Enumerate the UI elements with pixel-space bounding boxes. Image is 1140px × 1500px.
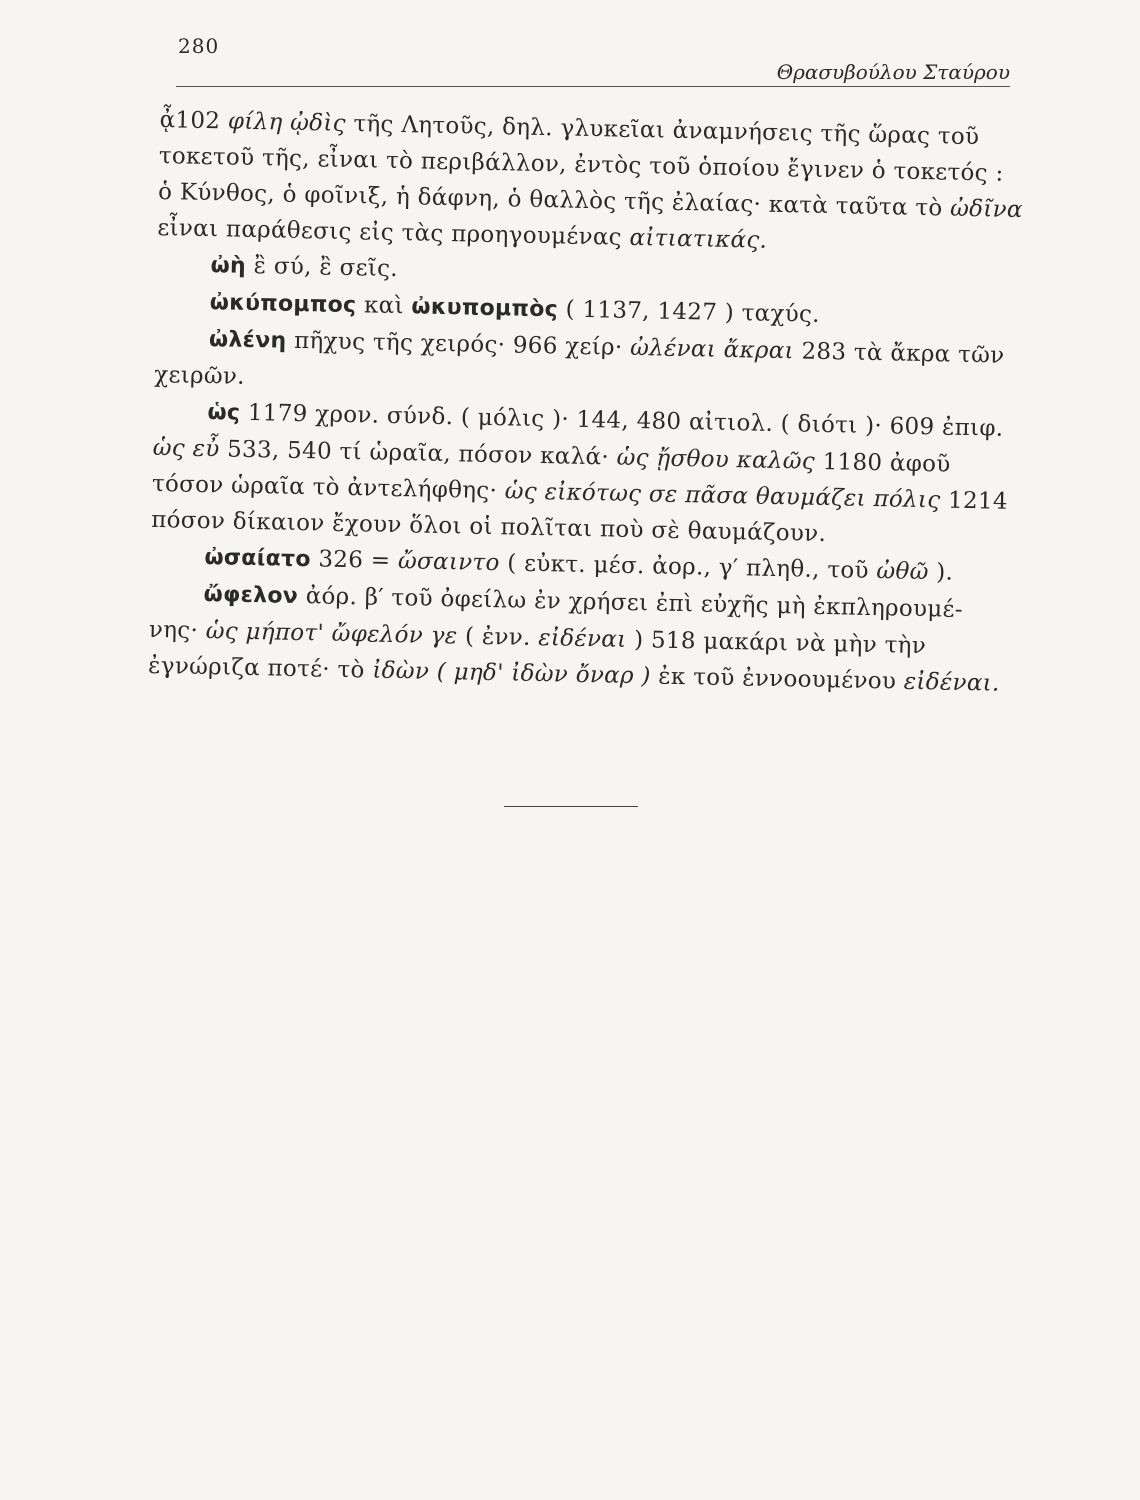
entry-text: ( 1137, 1427 ) ταχύς. [565,296,821,328]
entry-text: χειρῶν. [154,361,246,390]
entry-phrase: ὡς εἰκότως σε πᾶσα θαυμάζει πόλις [504,478,941,514]
lemma: ὠκύπομπος [209,290,357,319]
entry-text: 326 = [318,546,391,574]
end-rule [504,806,638,807]
entry-text: ) 518 μακάρι νὰ μὴν τὴν [633,627,927,660]
lemma: ὠκυπομπὸς [411,294,559,323]
entry-phrase: ὠδῖνα [949,195,1024,224]
entry-text: ἒ σύ, ἒ σεῖς. [253,252,399,283]
entry-text: ( ἐνν. [464,623,531,651]
line-number: ᾆ102 [159,106,221,135]
entry-phrase: ὡς ᾔσθου καλῶς [616,444,816,475]
entry-phrase: ὤσαιντο [397,548,500,577]
lemma: ὠσαίατο [204,545,312,573]
entry-phrase: ὠλέναι ἄκραι [629,334,795,365]
entry-phrase: ὠθῶ [876,558,929,586]
page-number: 280 [178,34,220,58]
header-rule [176,86,1010,87]
entry-text: τῆς Λητοῦς, δηλ. γλυκεῖαι ἀναμνήσεις τῆς ὥρας τοῦ [353,111,980,151]
entry-text: ἐκ τοῦ ἐννοουμένου [658,663,897,695]
entry-text: 1180 ἀφοῦ [822,448,951,478]
lemma: ὡς [207,400,241,426]
entry-text: νης· [148,616,199,644]
entry-phrase: ὡς εὖ [152,434,220,463]
entry-text: 533, 540 τί ὡραῖα, πόσον καλά· [226,436,610,471]
entry-text: 1179 χρον. σύνδ. ( μόλις )· 144, 480 αἰτιολ. ( διότι )· 609 ἐπιφ. [247,399,1004,442]
entry-text: ). [936,559,954,586]
entry-text: πῆχυς τῆς χειρός· 966 χείρ· [293,327,623,361]
entry-text: καὶ [363,292,405,320]
entry-phrase: ὡς μήποτ' ὤφελόν γε [205,618,458,650]
lemma: ὠλένη [208,327,287,354]
lemma: ὠὴ [210,253,247,279]
entry-phrase: αἰτιατικάς. [629,224,768,254]
lemma: ὤφελον [203,582,299,609]
entry-text: πόσον δίκαιον ἔχουν ὅλοι οἱ πολῖται ποὺ σὲ θαυμάζουν. [150,506,827,548]
entry-phrase: εἰδέναι [538,625,627,653]
running-head: Θρασυβούλου Σταύρου [776,60,1010,84]
entry-text: 283 τὰ ἄκρα τῶν [801,338,1005,369]
entry-text: ( εὐκτ. μέσ. ἀορ., γ′ πληθ., τοῦ [506,550,870,584]
entry-text: τοκετοῦ τῆς, εἶναι τὸ περιβάλλον, ἐντὸς τοῦ ὁποίου ἔγινεν ὁ τοκετός : [158,142,1004,187]
entry-phrase: εἰδέναι. [903,668,1000,697]
entry-text: ἐγνώριζα ποτέ· τὸ [147,652,365,684]
entry-phrase: ἰδὼν ( μηδ' ἰδὼν ὄναρ ) [372,657,651,690]
entry-text: ἀόρ. β′ τοῦ ὀφείλω ἐν χρήσει ἐπὶ εὐχῆς μὴ ἐκπληρουμέ- [305,583,964,623]
entry-text: 1214 [947,487,1009,515]
entry-text: τόσον ὡραῖα τὸ ἀντελήφθης· [151,470,498,505]
entry-text: ὁ Κύνθος, ὁ φοῖνιξ, ἡ δάφνη, ὁ θαλλὸς τῆς ἐλαίας· κατὰ ταῦτα τὸ [157,178,943,222]
entry-phrase: φίλη ᾠδὶς [227,108,347,137]
glossary-text [147,102,1024,702]
entry-text: εἶναι παράθεσις εἰς τὰς προηγουμένας [157,214,623,251]
